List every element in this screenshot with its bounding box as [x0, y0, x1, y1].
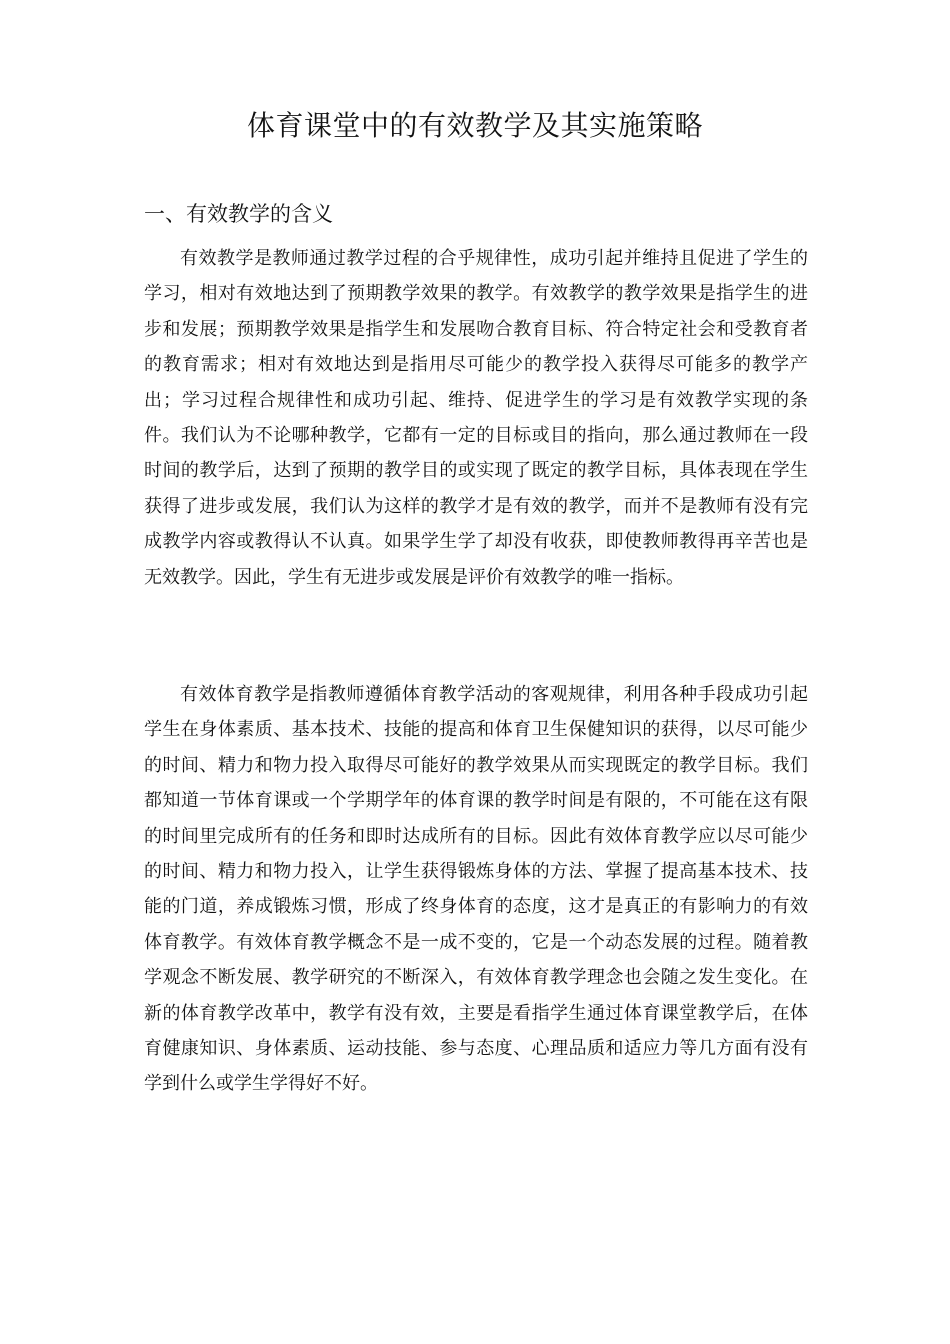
document-title: 体育课堂中的有效教学及其实施策略	[246, 109, 703, 142]
section-heading: 一、有效教学的含义	[144, 202, 333, 226]
body-paragraph: 有效体育教学是指教师遵循体育教学活动的客观规律，利用各种手段成功引起学生在身体素质、基本技术、技能的提高和体育卫生保健知识的获得，以尽可能少的时间、精力和物力投入取得尽可能好的教学效果从而实现既定的教学目标。我们都知道一节体育课或一个学期学年的体育课的教学时间是有限的，不可能在这有限的时间里完成所有的任务和即时达成所有的目标。因此有效体育教学应以尽可能少的时间、精力和物力投入，让学生获得锻炼身体的方法、掌握了提高基本技术、技能的门道，养成锻炼习惯，形成了终身体育的态度，这才是真正的有影响力的有效体育教学。有效体育教学概念不是一成不变的，它是一个动态发展的过程。随着教学观念不断发展、教学研究的不断深入，有效体育教学理念也会随之发生变化。在新的体育教学改革中，教学有没有效，主要是看指学生通过体育课堂教学后，在体育健康知识、身体素质、运动技能、参与态度、心理品质和适应力等几方面有没有学到什么或学生学得好不好。	[144, 684, 808, 1095]
body-paragraph: 有效教学是教师通过教学过程的合乎规律性，成功引起并维持且促进了学生的学习，相对有效地达到了预期教学效果的教学。有效教学的教学效果是指学生的进步和发展；预期教学效果是指学生和发展吻合教育目标、符合特定社会和受教育者的教育需求；相对有效地达到是指用尽可能少的教学投入获得尽可能多的教学产出；学习过程合规律性和成功引起、维持、促进学生的学习是有效教学实现的条件。我们认为不论哪种教学，它都有一定的目标或目的指向，那么通过教师在一段时间的教学后，达到了预期的教学目的或实现了既定的教学目标，具体表现在学生获得了进步或发展，我们认为这样的教学才是有效的教学，而并不是教师有没有完成教学内容或教得认不认真。如果学生学了却没有收获，即使教师教得再辛苦也是无效教学。因此，学生有无进步或发展是评价有效教学的唯一指标。	[144, 248, 808, 588]
